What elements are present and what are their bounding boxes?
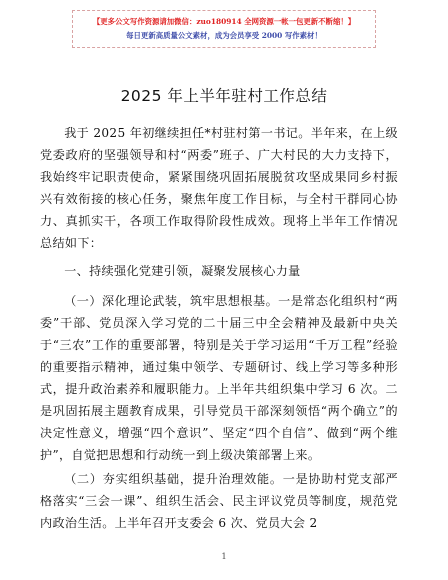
subsection-paragraph-2: （二）夯实组织基础，提升治理效能。一是协助村党支部严格落实“三会一课”、组织生活会、民主评议党员等制度，规范党内政治生活。上半年召开支委会 6 次、党员大会 2: [40, 472, 398, 530]
document-body: [40, 122, 398, 534]
promo-banner: [72, 10, 376, 48]
promo-banner-line-1: 【更多公文写作资源请加微信：zuo180914 全网资源一帐一包更新不断缩！】: [92, 17, 356, 26]
document-title: 2025 年上半年驻村工作总结: [120, 87, 328, 105]
subsection-paragraph-1: （一）深化理论武装，筑牢思想根基。一是常态化组织村“两委”干部、党员深入学习党的二十届三中全会精神及最新中央关于“三农”工作的重要部署，特别是关于学习运用“千万工程”经验的重要指示精神，通过集中领学、专题研讨、线上学习等多种形式，提升政治素养和履职能力。上半年共组织集中学习 6 次。二是巩固拓展主题教育成果，引导党员干部深刻领悟“两个确立”的决定性意义，增强“四个意识”、坚定“四个自信”、做到“两个维护”，自觉把思想和行动统一到上级决策部署上来。: [40, 294, 398, 462]
page-number: 1: [221, 552, 227, 561]
promo-banner-line-2: 每日更新高质量公文素材，成为会员享受 2000 写作素材！: [126, 31, 322, 40]
intro-paragraph: 我于 2025 年初继续担任*村驻村第一书记。半年来，在上级党委政府的坚强领导和村“两委”班子、广大村民的大力支持下，我始终牢记职责使命，紧紧围绕巩固拓展脱贫攻坚成果同乡村振兴有效衔接的核心任务，聚焦年度工作目标，与全村干群同心协力、真抓实干，各项工作取得阶段性成效。现将上半年工作情况总结如下：: [40, 126, 398, 250]
section-heading-1: 一、持续强化党建引领，凝聚发展核心力量: [64, 264, 301, 278]
